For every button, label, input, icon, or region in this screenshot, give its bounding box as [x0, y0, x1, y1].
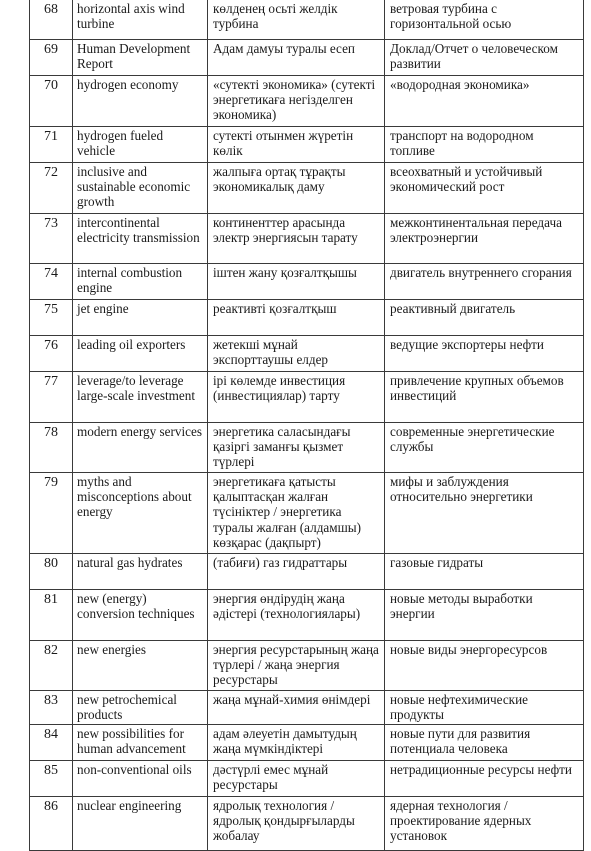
- term-english: inclusive and sustainable economic growth: [73, 162, 208, 213]
- term-kazakh: Адам дамуы туралы есеп: [208, 39, 385, 75]
- term-russian: нетрадиционные ресурсы нефти: [385, 760, 584, 796]
- term-english: hydrogen fueled vehicle: [73, 126, 208, 162]
- term-english: leading oil exporters: [73, 335, 208, 371]
- row-number: 70: [30, 75, 73, 126]
- table-row: [30, 796, 584, 850]
- row-number: 73: [30, 213, 73, 263]
- term-kazakh: адам әлеуетін дамытудың жаңа мүмкіндіктері: [208, 724, 385, 760]
- term-kazakh: дәстүрлі емес мұнай ресурстары: [208, 760, 385, 796]
- row-number: 83: [30, 690, 73, 724]
- table-row: [30, 39, 584, 75]
- term-english: horizontal axis wind turbine: [73, 0, 208, 39]
- term-russian: привлечение крупных объемов инвестиций: [385, 371, 584, 422]
- row-number: 74: [30, 263, 73, 299]
- row-number: 69: [30, 39, 73, 75]
- table-row: [30, 640, 584, 690]
- row-number: 72: [30, 162, 73, 213]
- term-russian: ветровая турбина с горизонтальной осью: [385, 0, 584, 39]
- term-russian: современные энергетические службы: [385, 422, 584, 472]
- term-english: modern energy services: [73, 422, 208, 472]
- table-row: [30, 213, 584, 263]
- term-kazakh: ядролық технология / ядролық қондырғыларды жобалау: [208, 796, 385, 850]
- term-english: new petrochemical products: [73, 690, 208, 724]
- term-english: jet engine: [73, 299, 208, 335]
- term-english: new possibilities for human advancement: [73, 724, 208, 760]
- term-russian: новые виды энергоресурсов: [385, 640, 584, 690]
- row-number: 78: [30, 422, 73, 472]
- term-russian: всеохватный и устойчивый экономический рост: [385, 162, 584, 213]
- term-kazakh: энергия өндірудің жаңа әдістері (технологиялары): [208, 589, 385, 640]
- term-kazakh: жалпыға ортақ тұрақты экономикалық даму: [208, 162, 385, 213]
- table-row: [30, 422, 584, 472]
- term-kazakh: көлденең осьті желдік турбина: [208, 0, 385, 39]
- row-number: 79: [30, 472, 73, 553]
- term-kazakh: реактивті қозғалтқыш: [208, 299, 385, 335]
- table-row: [30, 760, 584, 796]
- term-english: natural gas hydrates: [73, 553, 208, 589]
- table-row: [30, 690, 584, 724]
- row-number: 80: [30, 553, 73, 589]
- term-english: non-conventional oils: [73, 760, 208, 796]
- term-english: myths and misconceptions about energy: [73, 472, 208, 553]
- term-kazakh: энергия ресурстарының жаңа түрлері / жаңа энергия ресурстары: [208, 640, 385, 690]
- table-row: [30, 724, 584, 760]
- term-russian: реактивный двигатель: [385, 299, 584, 335]
- table-row: [30, 299, 584, 335]
- table-row: [30, 75, 584, 126]
- table-row: [30, 126, 584, 162]
- table-row: [30, 472, 584, 553]
- term-english: Human Development Report: [73, 39, 208, 75]
- row-number: 86: [30, 796, 73, 850]
- term-russian: ядерная технология / проектирование ядерных установок: [385, 796, 584, 850]
- glossary-table: [29, 0, 584, 851]
- glossary-body: [30, 0, 584, 850]
- term-kazakh: жетекші мұнай экспорттаушы елдер: [208, 335, 385, 371]
- table-row: [30, 589, 584, 640]
- row-number: 68: [30, 0, 73, 39]
- table-row: [30, 162, 584, 213]
- row-number: 75: [30, 299, 73, 335]
- term-english: intercontinental electricity transmission: [73, 213, 208, 263]
- term-russian: Доклад/Отчет о человеческом развитии: [385, 39, 584, 75]
- row-number: 77: [30, 371, 73, 422]
- table-row: [30, 0, 584, 39]
- term-kazakh: континенттер арасында электр энергиясын тарату: [208, 213, 385, 263]
- table-row: [30, 335, 584, 371]
- term-russian: мифы и заблуждения относительно энергетики: [385, 472, 584, 553]
- row-number: 71: [30, 126, 73, 162]
- term-russian: ведущие экспортеры нефти: [385, 335, 584, 371]
- term-kazakh: жаңа мұнай-химия өнімдері: [208, 690, 385, 724]
- term-kazakh: энергетикаға қатысты қалыптасқан жалған түсініктер / энергетика туралы жалған (алдамшы) көзқарас (дақпырт): [208, 472, 385, 553]
- row-number: 81: [30, 589, 73, 640]
- row-number: 82: [30, 640, 73, 690]
- term-russian: газовые гидраты: [385, 553, 584, 589]
- term-english: new energies: [73, 640, 208, 690]
- term-russian: транспорт на водородном топливе: [385, 126, 584, 162]
- term-russian: двигатель внутреннего сгорания: [385, 263, 584, 299]
- row-number: 85: [30, 760, 73, 796]
- table-row: [30, 553, 584, 589]
- term-english: nuclear engineering: [73, 796, 208, 850]
- term-russian: новые пути для развития потенциала человека: [385, 724, 584, 760]
- table-row: [30, 371, 584, 422]
- term-kazakh: сутекті отынмен жүретін көлік: [208, 126, 385, 162]
- term-russian: «водородная экономика»: [385, 75, 584, 126]
- term-kazakh: ірі көлемде инвестиция (инвестициялар) тарту: [208, 371, 385, 422]
- term-russian: новые нефтехимические продукты: [385, 690, 584, 724]
- term-kazakh: «сутекті экономика» (сутекті энергетикаға негізделген экономика): [208, 75, 385, 126]
- term-kazakh: энергетика саласындағы қазіргі заманғы қызмет түрлері: [208, 422, 385, 472]
- row-number: 76: [30, 335, 73, 371]
- row-number: 84: [30, 724, 73, 760]
- term-kazakh: іштен жану қозғалтқышы: [208, 263, 385, 299]
- term-english: new (energy) conversion techniques: [73, 589, 208, 640]
- term-english: hydrogen economy: [73, 75, 208, 126]
- term-russian: межконтинентальная передача электроэнергии: [385, 213, 584, 263]
- term-kazakh: (табиғи) газ гидраттары: [208, 553, 385, 589]
- term-russian: новые методы выработки энергии: [385, 589, 584, 640]
- term-english: internal combustion engine: [73, 263, 208, 299]
- term-english: leverage/to leverage large-scale investment: [73, 371, 208, 422]
- table-row: [30, 263, 584, 299]
